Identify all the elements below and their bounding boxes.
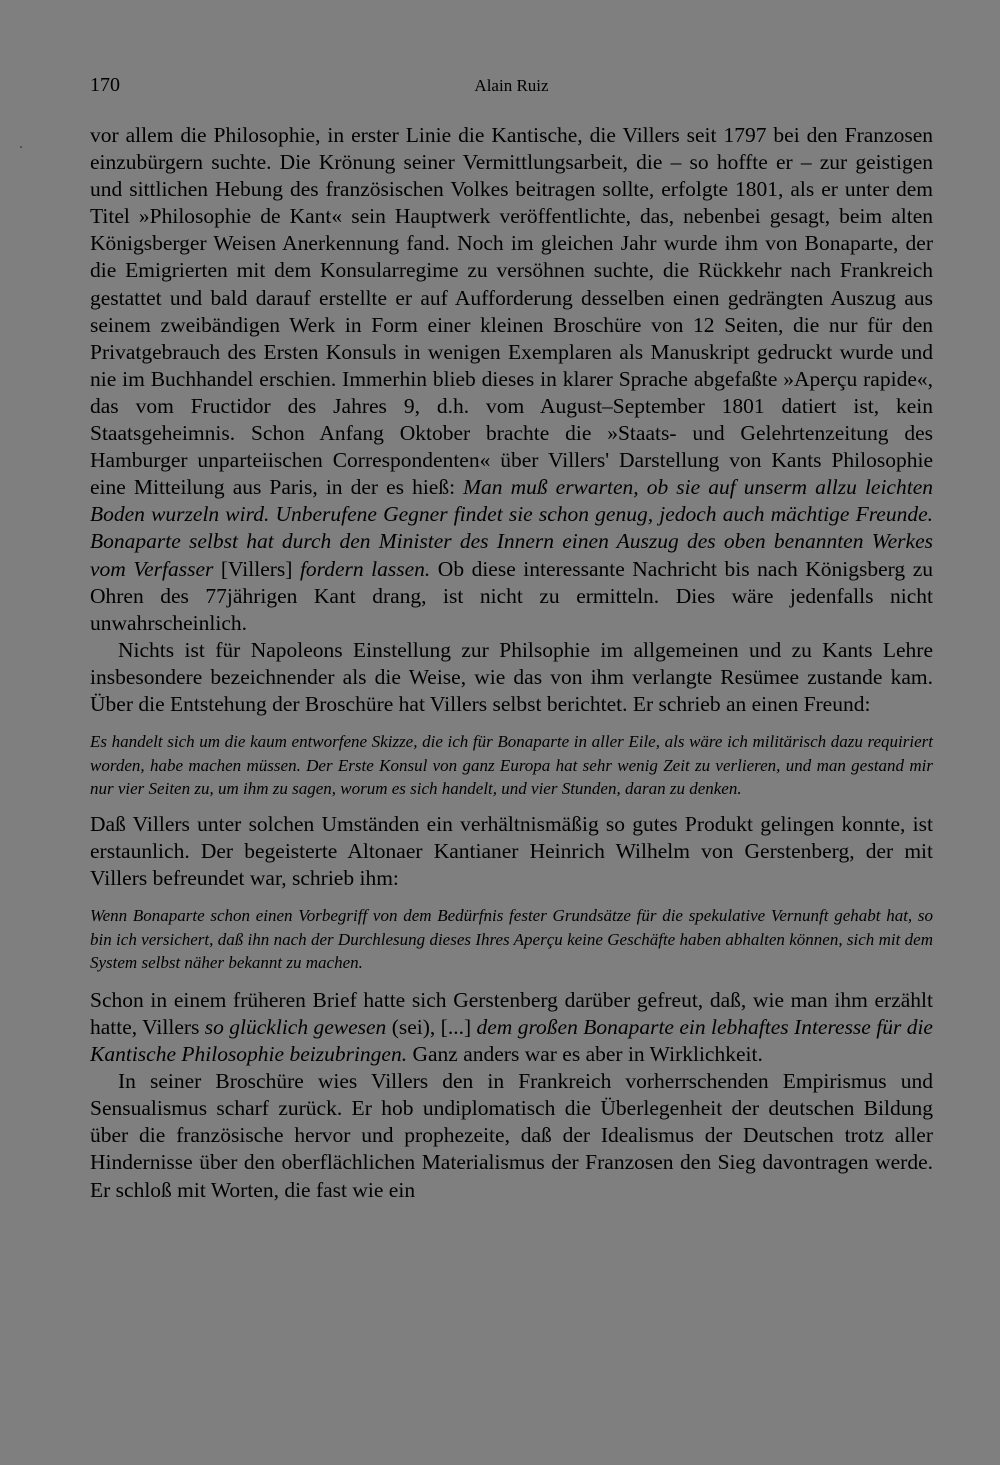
running-title: Alain Ruiz xyxy=(474,76,549,95)
italic-text-segment: so glücklich gewesen xyxy=(204,1015,387,1039)
paragraph-2 xyxy=(90,637,933,718)
text-segment: Nichts ist für Napoleons Einstellung zur Philsophie im allgemeinen und zu Kants Lehre insbesondere bezeichnender als die Weise, wie das von ihm verlangte Resümee zustande kam. Über die Entstehung der Broschüre hat Villers selbst berichtet. Er schrieb an einen Freund: xyxy=(90,637,933,716)
block-quote-gerstenberg xyxy=(90,904,933,975)
italic-text-segment: Es handelt sich um die kaum entworfene Skizze, die ich für Bonaparte in aller Eile, als wäre ich militärisch dazu requiriert worden, habe machen müssen. Der Erste Konsul von ganz Europa hat sehr wenig Zeit zu verlieren, und man gestand mir nur vier Seiten zu, um ihm zu sagen, worum es sich handelt, und vier Stunden, daran zu denken. xyxy=(90,732,933,799)
text-segment: Ganz anders war es aber in Wirklichkeit. xyxy=(407,1042,763,1067)
page-number: 170 xyxy=(90,74,120,96)
text-segment: In seiner Broschüre wies Villers den in Frankreich vorherrschenden Empirismus und Sensualismus scharf zurück. Er hob undiplomatisch die Überlegenheit der deutschen Bildung über die französische hervor und prophezeite, daß der Idealismus der Deutschen trotz aller Hindernisse über den oberflächlichen Materialismus der Franzosen den Sieg davontragen werde. Er schloß mit Worten, die fast wie ein xyxy=(90,1069,933,1202)
text-segment: [Villers] xyxy=(220,556,300,581)
text-segment: vor allem die Philosophie, in erster Linie die Kantische, die Villers seit 1797 bei den Franzosen einzubürgern suchte. Die Krönung seiner Vermittlungsarbeit, die – so hoffte er – zur geistigen und sittlichen Hebung des französischen Volkes beitragen sollte, erfolgte 1801, als er unter dem Titel »Philosophie de Kant« sein Hauptwerk veröffentlichte, das, nebenbei gesagt, beim alten Königsberger Weisen Anerkennung fand. Noch im gleichen Jahr wurde ihm von Bonaparte, der die Emigrierten mit dem Konsularregime zu versöhnen suchte, die Rückkehr nach Frankreich gestattet und bald darauf erstellte er auf Aufforderung desselben einen gedrängten Auszug aus seinem zweibändigen Werk in Form einer kleinen Broschüre von 12 Seiten, die nur für den Privatgebrauch des Ersten Konsuls in wenigen Exemplaren als Manuskript gedruckt wurde und nie im Buchhandel erschien. Immerhin blieb dieses in klarer Sprache abgefaßte »Aperçu rapide«, das vom Fructidor des Jahres 9, d.h. vom August–September 1801 datiert ist, kein Staatsgeheimnis. Schon Anfang Oktober brachte die »Staats- und Gelehrtenzeitung des Hamburger unparteiischen Correspondenten« über Villers' Darstellung von Kants Philosophie eine Mitteilung aus Paris, in der es hieß: xyxy=(90,123,933,500)
paragraph-5 xyxy=(90,1068,933,1203)
block-quote-villers xyxy=(90,730,933,801)
text-segment: Daß Villers unter solchen Umständen ein verhältnismäßig so gutes Produkt gelingen konnte, ist erstaunlich. Der begeisterte Altonaer Kantianer Heinrich Wilhelm von Gerstenberg, der mit Villers befreundet war, schrieb ihm: xyxy=(90,811,933,891)
italic-text-segment: Wenn Bonaparte schon einen Vorbegriff von dem Bedürfnis fester Grundsätze für die spekulative Vernunft gehabt hat, so bin ich versichert, daß ihn nach der Durchlesung dieses Ihres Aperçu keine Geschäfte haben abhalten können, sich mit dem System selbst näher bekannt zu machen. xyxy=(90,906,933,973)
margin-speck xyxy=(20,146,22,148)
text-segment: Schon in einem früheren Brief hatte sich Gerstenberg darüber gefreut, daß, wie man ihm erzählt hatte, Villers xyxy=(90,987,933,1039)
text-segment: Ob diese interessante Nachricht bis nach Königsberg zu Ohren des 77jährigen Kant drang, ist nicht zu ermitteln. Dies wäre jedenfalls nicht unwahrscheinlich. xyxy=(90,556,933,635)
paragraph-3 xyxy=(90,811,933,892)
body-text xyxy=(90,122,933,1204)
text-segment: (sei), [...] xyxy=(386,1015,477,1039)
italic-text-segment: dem großen Bonaparte ein lebhaftes Interesse für die Kantische Philosophie beizubringen. xyxy=(90,1015,933,1067)
italic-text-segment: fordern lassen. xyxy=(299,556,431,581)
paragraph-4 xyxy=(90,987,933,1068)
italic-text-segment: Man muß erwarten, ob sie auf unserm allzu leichten Boden wurzeln wird. Unberufene Gegner findet sie schon genug, jedoch auch mächtige Freunde. Bonaparte selbst hat durch den Minister des Innern einen Auszug des oben benannten Werkes vom Verfasser xyxy=(90,475,933,581)
running-head xyxy=(90,74,933,102)
paragraph-1 xyxy=(90,122,933,637)
